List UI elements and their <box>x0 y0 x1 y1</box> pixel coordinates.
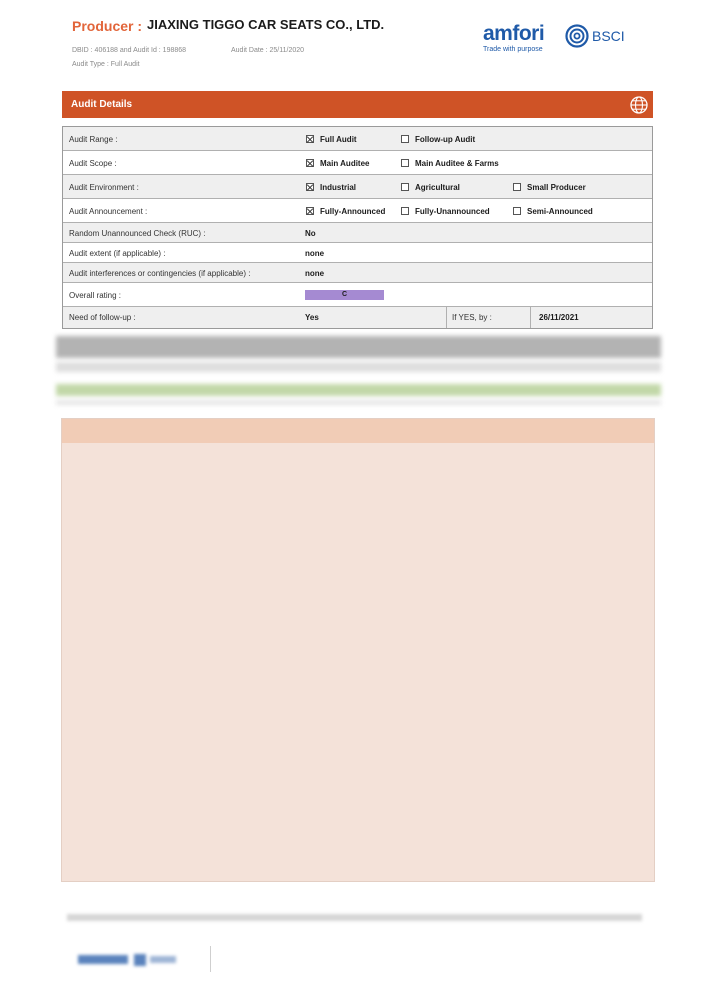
row-need-follow-up <box>63 307 652 328</box>
option-industrial: Industrial <box>306 183 356 192</box>
column-divider <box>446 307 447 328</box>
label-audit-scope: Audit Scope : <box>69 159 117 168</box>
value-ruc: No <box>305 229 316 238</box>
value-audit-interferences: none <box>305 269 325 278</box>
row-audit-scope <box>63 151 652 175</box>
section-title: Audit Details <box>71 99 133 110</box>
option-agricultural: Agricultural <box>401 183 460 192</box>
option-semi-announced: Semi-Announced <box>513 207 593 216</box>
label-audit-environment: Audit Environment : <box>69 183 139 192</box>
footer-rule <box>67 914 642 921</box>
label-audit-announcement: Audit Announcement : <box>69 207 148 216</box>
option-fully-unannounced: Fully-Unannounced <box>401 207 490 216</box>
row-audit-extent <box>63 243 652 263</box>
option-main-auditee-farms: Main Auditee & Farms <box>401 159 499 168</box>
label-ruc: Random Unannounced Check (RUC) : <box>69 229 206 238</box>
label-audit-extent: Audit extent (if applicable) : <box>69 249 166 258</box>
row-audit-environment <box>63 175 652 199</box>
checkbox-unchecked <box>401 207 409 215</box>
checkbox-unchecked <box>513 207 521 215</box>
checkbox-checked <box>306 159 314 167</box>
audit-details-header <box>62 91 653 118</box>
column-divider <box>530 307 531 328</box>
rating-badge: C <box>305 290 384 300</box>
report-header <box>0 0 707 90</box>
value-follow-up-date: 26/11/2021 <box>539 313 579 322</box>
value-audit-extent: none <box>305 249 325 258</box>
label-follow-up-by: If YES, by : <box>452 313 492 322</box>
logo-word: amfori <box>483 22 545 45</box>
label-need-follow-up: Need of follow-up : <box>69 313 136 322</box>
blurred-summary-panel <box>61 418 655 882</box>
checkbox-unchecked <box>513 183 521 191</box>
option-main-auditee: Main Auditee <box>306 159 369 168</box>
checkbox-checked <box>306 183 314 191</box>
footer-logo <box>78 950 188 970</box>
row-ruc <box>63 223 652 243</box>
audit-details-table <box>62 126 653 329</box>
label-audit-range: Audit Range : <box>69 135 118 144</box>
row-audit-range <box>63 127 652 151</box>
blurred-summary-header <box>62 419 654 443</box>
blurred-band <box>56 336 661 358</box>
blurred-band <box>56 362 661 372</box>
globe-icon <box>629 95 649 115</box>
logo-bsci: BSCI <box>592 28 625 44</box>
checkbox-unchecked <box>401 135 409 143</box>
label-overall-rating: Overall rating : <box>69 291 122 300</box>
blurred-band <box>56 384 661 396</box>
option-follow-up-audit: Follow-up Audit <box>401 135 475 144</box>
label-audit-interferences: Audit interferences or contingencies (if applicable) : <box>69 269 251 278</box>
footer-separator <box>210 946 211 972</box>
checkbox-checked <box>306 207 314 215</box>
checkbox-unchecked <box>401 183 409 191</box>
checkbox-checked <box>306 135 314 143</box>
row-audit-interferences <box>63 263 652 283</box>
value-need-follow-up: Yes <box>305 313 319 322</box>
producer-label: Producer : <box>72 18 143 34</box>
amfori-bsci-logo <box>483 22 633 56</box>
option-fully-announced: Fully-Announced <box>306 207 385 216</box>
option-full-audit: Full Audit <box>306 135 357 144</box>
amfori-spiral-icon <box>565 24 589 48</box>
audit-date: Audit Date : 25/11/2020 <box>231 47 305 54</box>
option-small-producer: Small Producer <box>513 183 586 192</box>
checkbox-unchecked <box>401 159 409 167</box>
audit-type: Audit Type : Full Audit <box>72 61 140 68</box>
producer-name: JIAXING TIGGO CAR SEATS CO., LTD. <box>147 17 385 32</box>
row-overall-rating <box>63 283 652 307</box>
blurred-band <box>56 400 661 405</box>
audit-ids: DBID : 406188 and Audit Id : 198868 <box>72 47 187 54</box>
logo-tagline: Trade with purpose <box>483 46 543 53</box>
row-audit-announcement <box>63 199 652 223</box>
